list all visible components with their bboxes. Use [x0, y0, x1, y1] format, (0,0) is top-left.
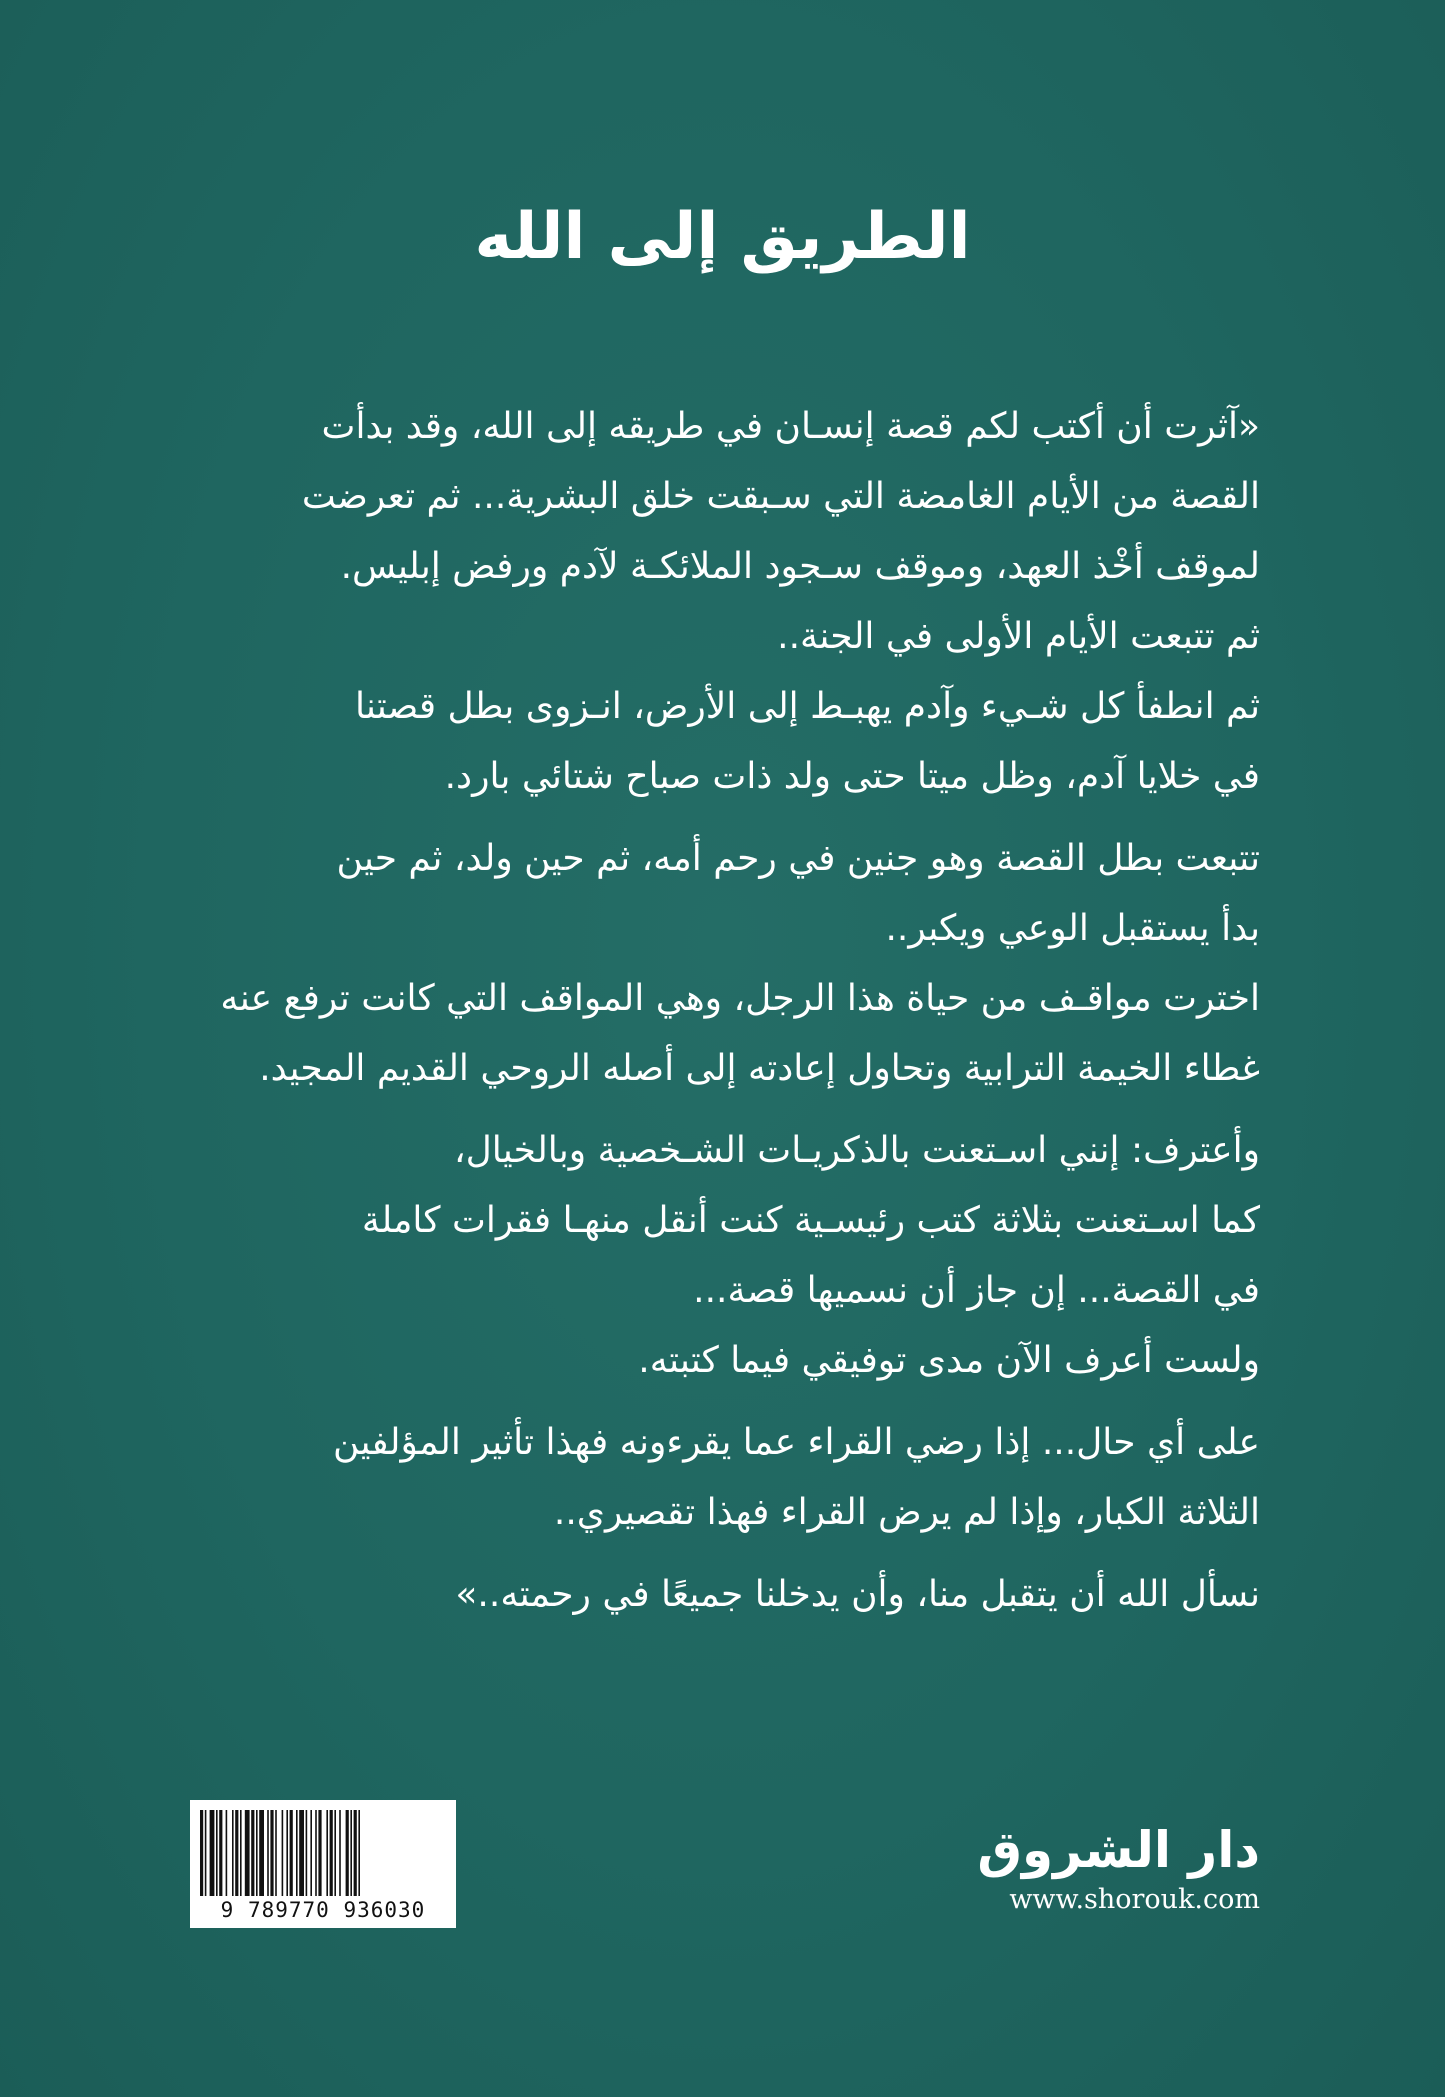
barcode-number: 9 789770 936030 — [220, 1898, 426, 1922]
barcode-bar — [290, 1810, 293, 1896]
barcode-bar — [330, 1810, 333, 1896]
barcode-bar — [339, 1810, 341, 1896]
barcode-bar — [358, 1810, 360, 1896]
blurb-line: نسأل الله أن يتقبل منا، وأن يدخلنا جميعًا في رحمته..» — [455, 1574, 1260, 1615]
blurb-paragraph-2 — [186, 824, 1260, 1104]
barcode-bar — [310, 1810, 312, 1896]
blurb-line: في خلايا آدم، وظل ميتا حتى ولد ذات صباح شتائي بارد. — [444, 756, 1260, 797]
publisher-block — [960, 1820, 1260, 1915]
barcode-bar — [296, 1810, 298, 1896]
blurb-line: في القصة... إن جاز أن نسميها قصة... — [693, 1270, 1260, 1311]
barcode-bar — [299, 1810, 304, 1896]
barcode-bar — [251, 1810, 254, 1896]
blurb-line: ثم انطفأ كل شـيء وآدم يهبـط إلى الأرض، انـزوى بطل قصتنا — [354, 686, 1260, 727]
blurb-line: القصة من الأيام الغامضة التي سـبقت خلق البشرية... ثم تعرضت — [301, 476, 1260, 517]
barcode-bar — [235, 1810, 238, 1896]
blurb-text — [186, 392, 1260, 1630]
barcode-bar — [240, 1810, 242, 1896]
barcode-bar — [286, 1810, 288, 1896]
barcode-bar — [259, 1810, 264, 1896]
blurb-paragraph-3 — [186, 1116, 1260, 1396]
blurb-line: اخترت مواقـف من حياة هذا الرجل، وهي المواقف التي كانت ترفع عنه — [220, 978, 1260, 1019]
blurb-line: غطاء الخيمة الترابية وتحاول إعادته إلى أصله الروحي القديم المجيد. — [259, 1048, 1260, 1089]
barcode-bar — [282, 1810, 284, 1896]
blurb-line: تتبعت بطل القصة وهو جنين في رحم أمه، ثم حين ولد، ثم حين — [336, 838, 1260, 879]
barcode-bars-icon — [200, 1810, 446, 1896]
barcode-bar — [267, 1810, 269, 1896]
isbn-barcode — [190, 1800, 456, 1928]
barcode-bar — [354, 1810, 357, 1896]
blurb-paragraph-4 — [186, 1408, 1260, 1548]
book-title: الطريق إلى الله — [474, 200, 971, 274]
blurb-line: على أي حال... إذا رضي القراء عما يقرءونه فهذا تأثير المؤلفين — [333, 1422, 1260, 1463]
barcode-bar — [346, 1810, 349, 1896]
blurb-line: وأعترف: إنني اسـتعنت بالذكريـات الشـخصية وبالخيال، — [453, 1130, 1260, 1171]
barcode-bar — [315, 1810, 317, 1896]
barcode-bar — [245, 1810, 250, 1896]
barcode-bar — [210, 1810, 215, 1896]
barcode-bar — [306, 1810, 308, 1896]
barcode-bar — [270, 1810, 273, 1896]
blurb-paragraph-5 — [186, 1560, 1260, 1630]
barcode-bar — [334, 1810, 336, 1896]
blurb-line: كما اسـتعنت بثلاثة كتب رئيسـية كنت أنقل منهـا فقرات كاملة — [361, 1200, 1260, 1241]
barcode-bar — [350, 1810, 352, 1896]
barcode-bar — [216, 1810, 218, 1896]
blurb-line: ولست أعرف الآن مدى توفيقي فيما كتبته. — [638, 1340, 1260, 1381]
barcode-bar — [232, 1810, 234, 1896]
barcode-bar — [275, 1810, 277, 1896]
blurb-line: ثم تتبعت الأيام الأولى في الجنة.. — [777, 616, 1260, 657]
blurb-line: بدأ يستقبل الوعي ويكبر.. — [885, 908, 1260, 949]
barcode-bar — [219, 1810, 222, 1896]
barcode-bar — [326, 1810, 328, 1896]
blurb-line: «آثرت أن أكتب لكم قصة إنسـان في طريقه إلى الله، وقد بدأت — [321, 406, 1260, 447]
barcode-bar — [226, 1810, 228, 1896]
blurb-line: الثلاثة الكبار، وإذا لم يرض القراء فهذا تقصيري.. — [553, 1492, 1260, 1533]
blurb-line: لموقف أخْذ العهد، وموقف سـجود الملائكـة لآدم ورفض إبليس. — [340, 546, 1260, 587]
barcode-bar — [205, 1810, 207, 1896]
publisher-url: www.shorouk.com — [1009, 1884, 1260, 1915]
barcode-bar — [200, 1810, 203, 1896]
barcode-bar — [256, 1810, 258, 1896]
publisher-logo: دار الشروق — [977, 1821, 1260, 1879]
barcode-bar — [318, 1810, 321, 1896]
blurb-paragraph-1 — [186, 392, 1260, 812]
